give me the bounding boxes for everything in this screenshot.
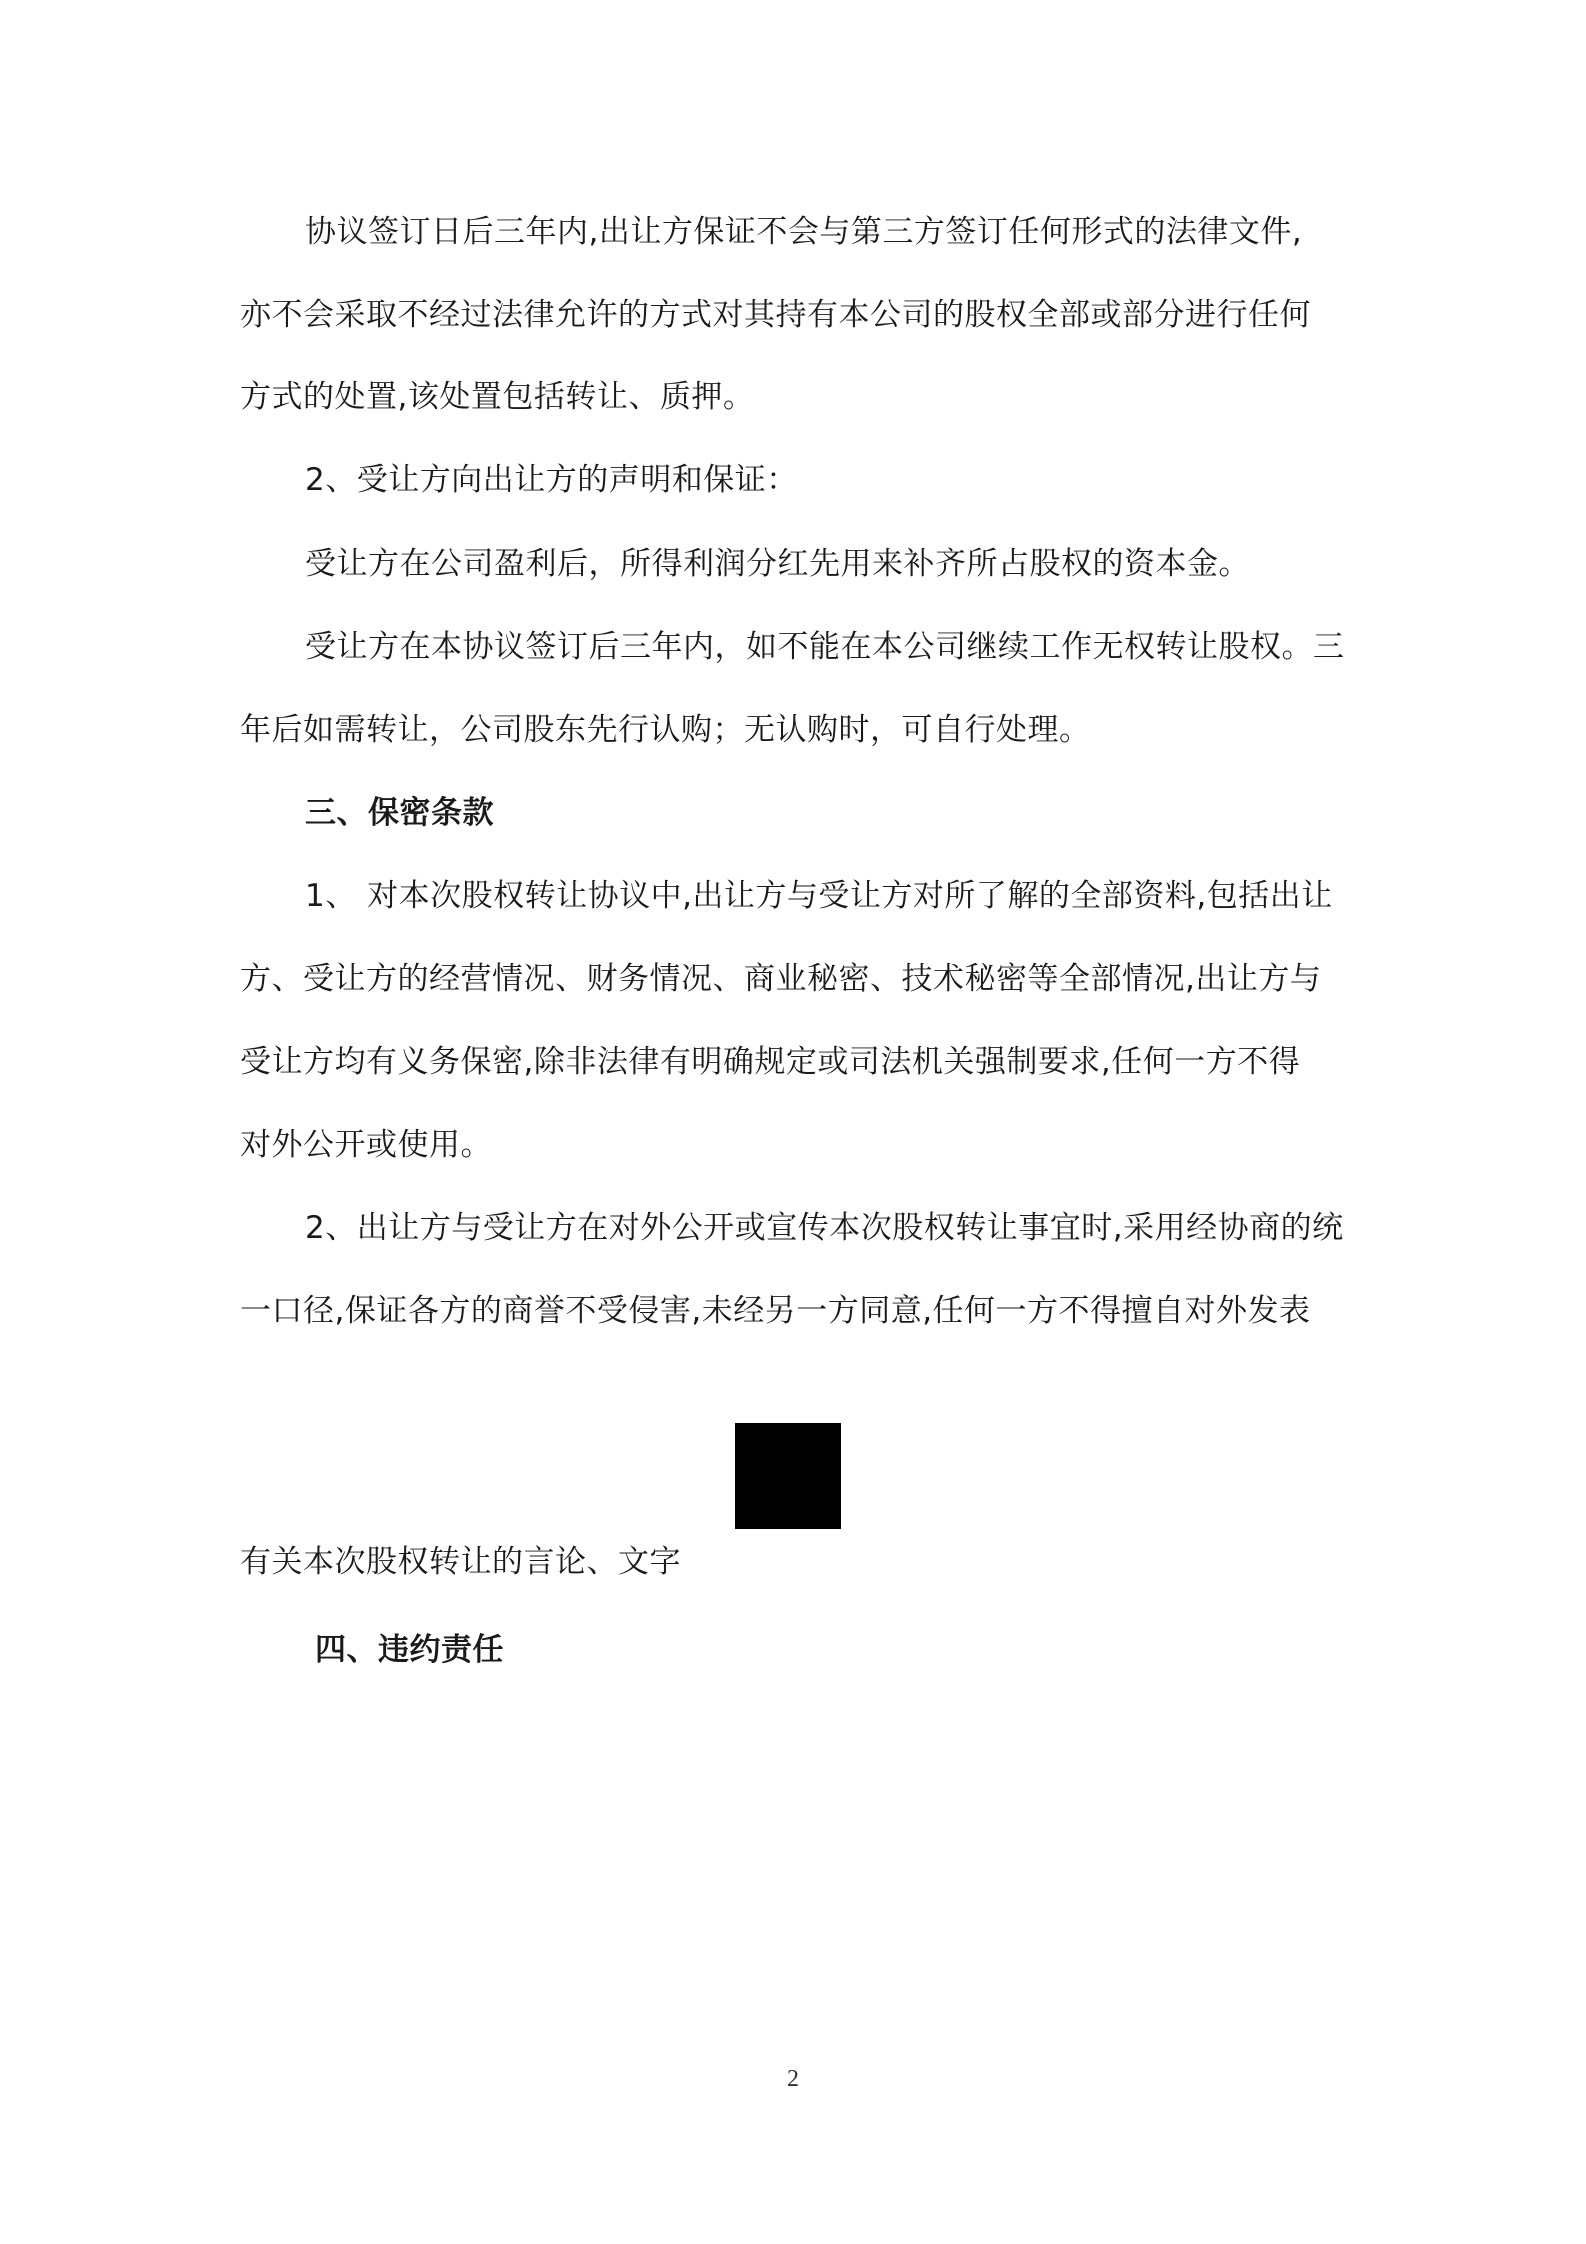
- paragraph-line: 受让方在本协议签订后三年内，如不能在本公司继续工作无权转让股权。三: [305, 629, 1345, 665]
- paragraph-line: 受让方在公司盈利后，所得利润分红先用来补齐所占股权的资本金。: [305, 546, 1250, 582]
- section-heading: 四、违约责任: [315, 1632, 504, 1668]
- section-heading: 三、保密条款: [305, 795, 494, 831]
- paragraph-line: 有关本次股权转让的言论、文字: [240, 1544, 681, 1580]
- paragraph-line: 协议签订日后三年内,出让方保证不会与第三方签订任何形式的法律文件,: [305, 214, 1303, 250]
- paragraph-line: 年后如需转让，公司股东先行认购；无认购时，可自行处理。: [240, 712, 1091, 748]
- paragraph-line: 1、 对本次股权转让协议中,出让方与受让方对所了解的全部资料,包括出让: [305, 878, 1333, 914]
- paragraph-line: 亦不会采取不经过法律允许的方式对其持有本公司的股权全部或部分进行任何: [240, 297, 1311, 333]
- paragraph-line: 方、受让方的经营情况、财务情况、商业秘密、技术秘密等全部情况,出让方与: [240, 961, 1322, 997]
- paragraph-line: 一口径,保证各方的商誉不受侵害,未经另一方同意,任何一方不得擅自对外发表: [240, 1293, 1311, 1329]
- paragraph-line: 方式的处置,该处置包括转让、质押。: [240, 379, 755, 415]
- clause-heading: 2、受让方向出让方的声明和保证：: [305, 462, 798, 498]
- paragraph-line: 2、出让方与受让方在对外公开或宣传本次股权转让事宜时,采用经协商的统: [305, 1210, 1344, 1246]
- paragraph-line: 受让方均有义务保密,除非法律有明确规定或司法机关强制要求,任何一方不得: [240, 1044, 1301, 1080]
- page-number: 2: [787, 2066, 799, 2092]
- redaction-block: [735, 1423, 841, 1529]
- paragraph-line: 对外公开或使用。: [240, 1127, 492, 1163]
